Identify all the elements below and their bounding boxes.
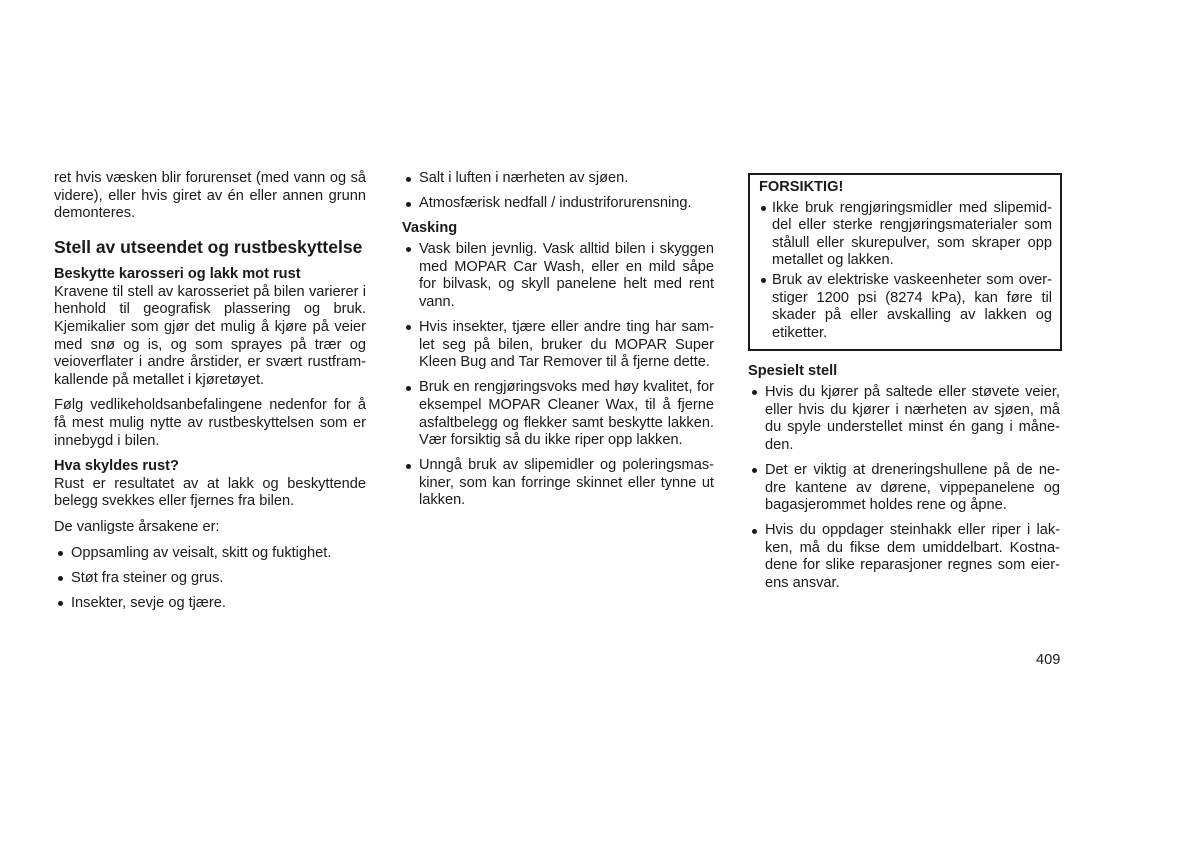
list-item: Ikke bruk rengjøringsmidler med slipemiddel eller sterke rengjøringsmaterialer som stålull eller skurepulver, som skraper opp metallet og lakken. — [759, 200, 1052, 270]
list-item: Vask bilen jevnlig. Vask alltid bilen i skyggen med MOPAR Car Wash, eller en mild såpe for bilvask, og skyll panelene helt med rent vann. — [402, 241, 714, 311]
washing-list — [402, 241, 714, 510]
list-item: Unngå bruk av slipemidler og poleringsmaskiner, som kan forringe skinnet eller tynne ut lakken. — [402, 457, 714, 510]
paragraph-recommendations: Følg vedlikeholdsanbefalingene nedenfor for å få mest mulig nytte av rustbeskyttelsen som er innebygd i bilen. — [54, 397, 366, 449]
section-heading: Stell av utseendet og rustbeskyttelse — [54, 236, 363, 257]
column-middle — [402, 170, 714, 518]
caution-box — [748, 173, 1062, 351]
list-item: Støt fra steiner og grus. — [54, 570, 366, 588]
column-right — [748, 170, 1060, 600]
subheading-protect: Beskytte karosseri og lakk mot rust — [54, 266, 301, 283]
list-item: Hvis insekter, tjære eller andre ting har samlet seg på bilen, bruker du MOPAR Super Kleen Bug and Tar Remover til å fjerne dette. — [402, 319, 714, 372]
causes-list-continued — [402, 170, 714, 213]
paragraph-common-causes: De vanligste årsakene er: — [54, 519, 220, 535]
subheading-special-care: Spesielt stell — [748, 363, 838, 380]
paragraph-requirements: Kravene til stell av karosseriet på bilen varierer i henhold til geografisk plassering og bruk. Kjemikalier som gjør det mulig å kjøre på veier med snø og is, og som sprayes på trær og veioverflater i andre årstider, er svært rustframkallende på metallet i kjøretøyet. — [54, 283, 366, 388]
page-number: 409 — [1036, 652, 1061, 668]
paragraph-rust-result: Rust er resultatet av at lakk og beskyttende belegg svekkes eller fjernes fra bilen. — [54, 475, 366, 510]
list-item: Salt i luften i nærheten av sjøen. — [402, 170, 714, 188]
list-item: Det er viktig at dreneringshullene på de nedre kantene av dørene, vippepanelene og bagasjerommet holdes rene og åpne. — [748, 462, 1060, 515]
list-item: Atmosfærisk nedfall / industriforurensning. — [402, 195, 714, 213]
subheading-rust-cause: Hva skyldes rust? — [54, 458, 179, 475]
column-left — [54, 170, 366, 620]
list-item: Insekter, sevje og tjære. — [54, 595, 366, 613]
list-item: Hvis du kjører på saltede eller støvete veier, eller hvis du kjører i nærheten av sjøen, må du spyle understellet minst én gang i måneden. — [748, 384, 1060, 454]
list-item: Oppsamling av veisalt, skitt og fuktighet. — [54, 545, 366, 563]
paragraph-continued: ret hvis væsken blir forurenset (med vann og så videre), eller hvis giret av én eller annen grunn demonteres. — [54, 170, 366, 222]
list-item: Hvis du oppdager steinhakk eller riper i lakken, må du fikse dem umiddelbart. Kostnadene for slike reparasjoner regnes som eierens ansvar. — [748, 522, 1060, 592]
causes-list — [54, 545, 366, 613]
special-care-list — [748, 384, 1060, 593]
caution-list — [759, 200, 1052, 343]
caution-title: FORSIKTIG! — [759, 179, 844, 195]
subheading-washing: Vasking — [402, 220, 458, 237]
list-item: Bruk en rengjøringsvoks med høy kvalitet, for eksempel MOPAR Cleaner Wax, til å fjerne asfaltbelegg og flekker samt beskytte lakken. Vær forsiktig så du ikke riper opp lakken. — [402, 379, 714, 449]
list-item: Bruk av elektriske vaskeenheter som overstiger 1200 psi (8274 kPa), kan føre til skader på eller avskalling av lakken og etiketter. — [759, 272, 1052, 342]
